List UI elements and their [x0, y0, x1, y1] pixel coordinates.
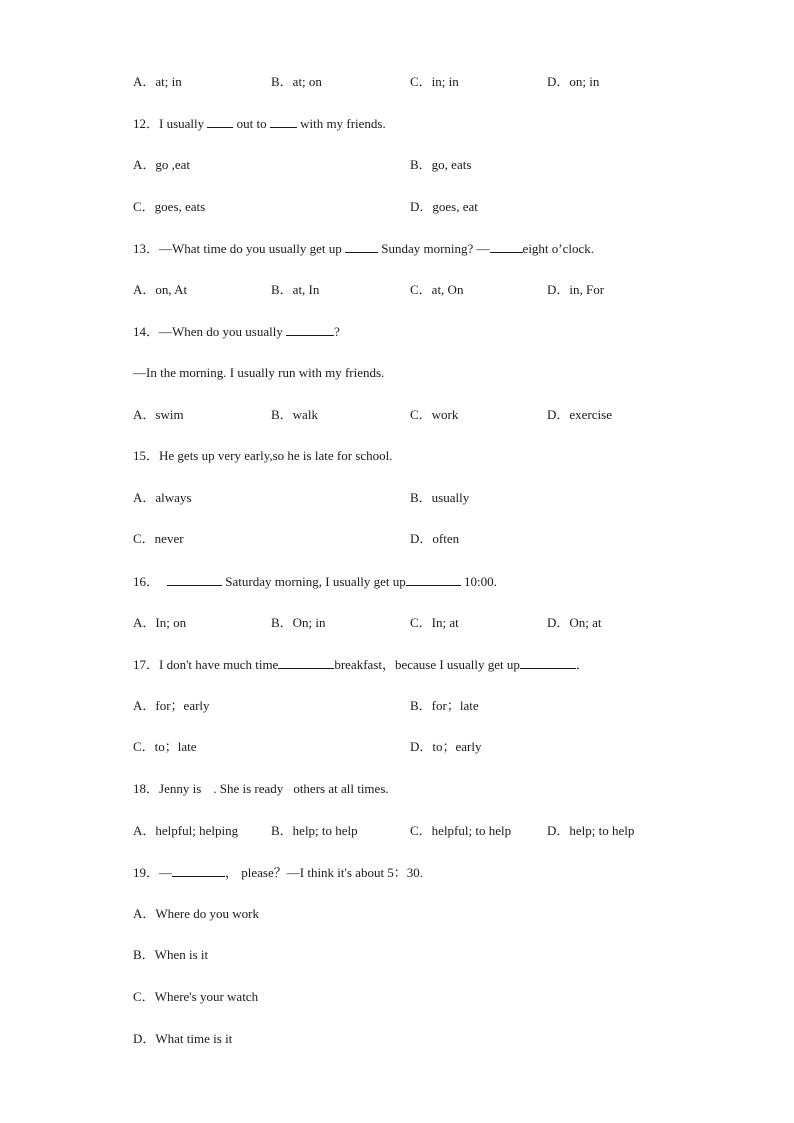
q17-text-1: I don't have much time — [159, 657, 279, 672]
q16-option-c: C．In; at — [410, 615, 459, 630]
q15-text: He gets up very early,so he is late for school. — [159, 448, 393, 463]
q18-text-1: Jenny is — [159, 781, 202, 796]
q11-option-c: C．in; in — [410, 74, 459, 89]
q12-option-b: B．go, eats — [410, 157, 472, 172]
q11-option-d: D．on; in — [547, 74, 600, 89]
q13-stem — [133, 240, 594, 257]
q17-stem — [133, 656, 589, 673]
q13-option-d: D．in, For — [547, 282, 605, 297]
q12-option-d: D．goes, eat — [410, 199, 478, 214]
q17-option-d: D．to；early — [410, 739, 482, 754]
q16-option-b: B．On; in — [271, 615, 326, 630]
q16-blank-1 — [167, 573, 222, 586]
q13-text-1: —What time do you usually get up — [159, 241, 345, 256]
q18-option-a: A．helpful; helping — [133, 823, 239, 838]
q14-answer-line: —In the morning. I usually run with my friends. — [133, 365, 385, 380]
q17-number: 17． — [133, 657, 160, 672]
q14-text-1: —When do you usually — [159, 324, 287, 339]
q12-number: 12． — [133, 116, 160, 131]
q14-blank — [286, 323, 334, 336]
q11-option-a: A．at; in — [133, 74, 182, 89]
q13-option-b: B．at, In — [271, 282, 320, 297]
q13-blank-2 — [490, 240, 523, 253]
q15-option-a: A．always — [133, 490, 192, 505]
q18-option-c: C．helpful; to help — [410, 823, 512, 838]
q16-stem — [133, 573, 497, 590]
q15-number: 15． — [133, 448, 160, 463]
q17-text-3: ． — [575, 657, 589, 672]
q19-text-1: — — [159, 865, 173, 880]
q13-text-3: eight o’clock. — [522, 241, 595, 256]
q15-stem — [133, 448, 392, 464]
q12-stem — [133, 115, 386, 132]
q15-option-c: C．never — [133, 531, 184, 546]
q13-blank-1 — [345, 240, 378, 253]
q18-text-3: others at all times. — [293, 781, 389, 796]
q15-option-d: D．often — [410, 531, 460, 546]
q14-option-d: D．exercise — [547, 407, 612, 422]
q18-stem — [133, 781, 389, 797]
q14-option-b: B．walk — [271, 407, 318, 422]
q16-text-2: 10:00. — [460, 574, 497, 589]
q19-blank — [172, 864, 225, 877]
q12-option-c: C．goes, eats — [133, 199, 206, 214]
q18-number: 18． — [133, 781, 160, 796]
q13-text-2: Sunday morning? — — [377, 241, 490, 256]
q19-option-a: A．Where do you work — [133, 906, 259, 921]
q12-blank-1 — [207, 115, 233, 128]
q19-number: 19． — [133, 865, 160, 880]
q16-option-a: A．In; on — [133, 615, 187, 630]
q12-blank-2 — [270, 115, 297, 128]
q14-text-2: ? — [334, 324, 340, 339]
q19-text-2: ， please？—I think it's about 5：30. — [225, 865, 424, 880]
q19-stem — [133, 864, 423, 881]
q12-text-2: out to — [233, 116, 270, 131]
q17-option-c: C．to；late — [133, 739, 197, 754]
q18-option-d: D．help; to help — [547, 823, 635, 838]
q16-option-d: D．On; at — [547, 615, 602, 630]
q16-blank-2 — [406, 573, 461, 586]
q19-option-b: B．When is it — [133, 947, 209, 962]
q17-text-2: breakfast，because I usually get up — [334, 657, 520, 672]
q16-text-1: Saturday morning, I usually get up — [222, 574, 406, 589]
q13-number: 13． — [133, 241, 160, 256]
q12-text-3: with my friends. — [296, 116, 386, 131]
q15-option-b: B．usually — [410, 490, 470, 505]
q19-option-c: C．Where's your watch — [133, 989, 259, 1004]
q12-option-a: A．go ,eat — [133, 157, 191, 172]
q14-option-c: C．work — [410, 407, 459, 422]
q19-option-d: D．What time is it — [133, 1031, 233, 1046]
q14-number: 14． — [133, 324, 160, 339]
q17-option-b: B．for；late — [410, 698, 479, 713]
q17-blank-2 — [520, 656, 576, 669]
q14-stem — [133, 323, 340, 340]
q13-option-a: A．on, At — [133, 282, 188, 297]
q12-text-1: I usually — [159, 116, 208, 131]
q18-option-b: B．help; to help — [271, 823, 358, 838]
q11-option-b: B．at; on — [271, 74, 322, 89]
q16-number: 16． — [133, 574, 160, 589]
q17-blank-1 — [278, 656, 334, 669]
q17-option-a: A．for；early — [133, 698, 210, 713]
q13-option-c: C．at, On — [410, 282, 464, 297]
q18-text-2: . She is ready — [213, 781, 284, 796]
q14-option-a: A．swim — [133, 407, 184, 422]
